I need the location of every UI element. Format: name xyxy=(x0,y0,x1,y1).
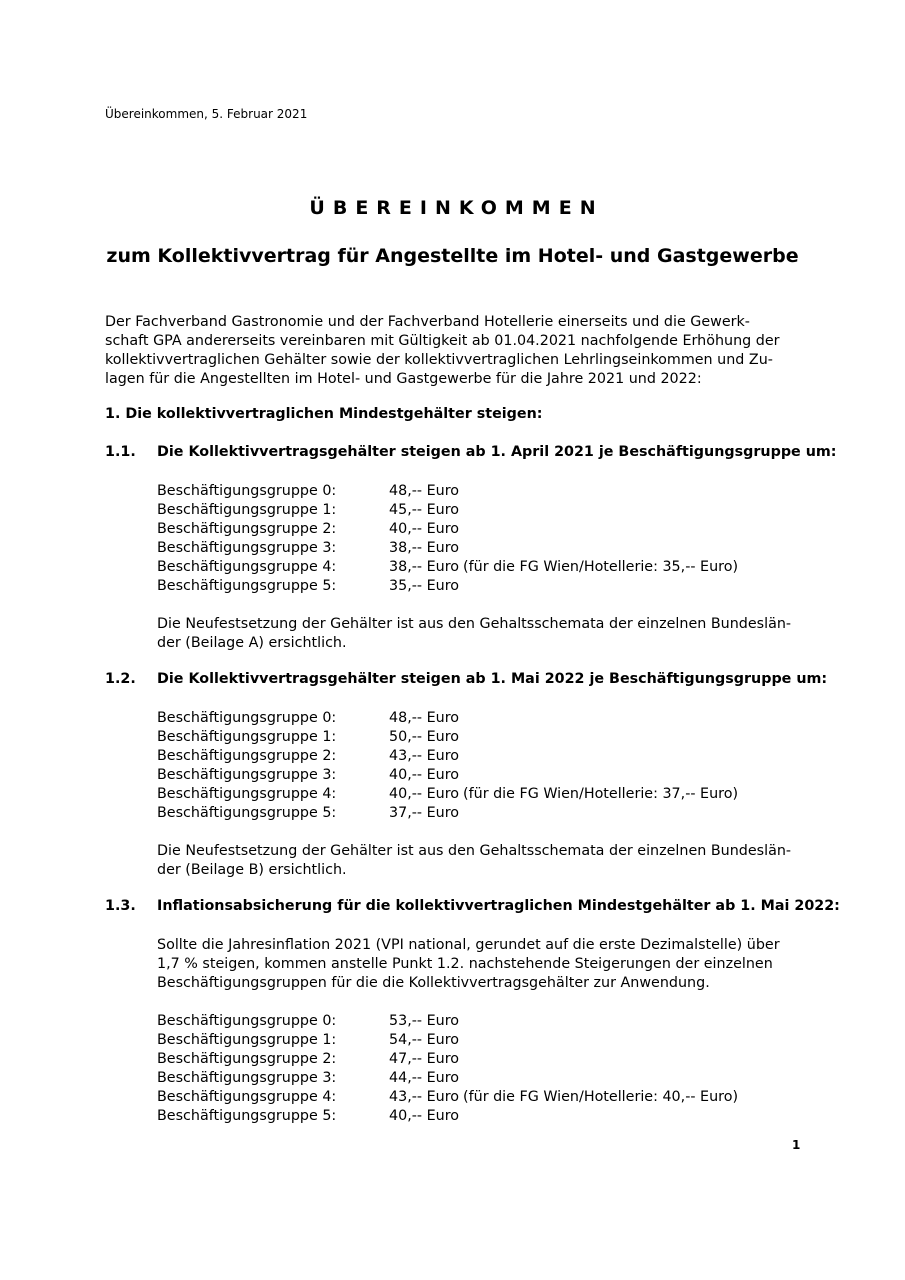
group-name: Beschäftigungsgruppe 5: xyxy=(157,805,337,821)
group-name: Beschäftigungsgruppe 1: xyxy=(157,502,337,518)
group-row xyxy=(157,558,738,577)
group-row xyxy=(157,747,738,766)
group-value: 40,-- Euro xyxy=(389,786,460,802)
section-title: Inflationsabsicherung für die kollektivvertraglichen Mindestgehälter ab 1. Mai 2022: xyxy=(157,898,840,914)
group-name: Beschäftigungsgruppe 5: xyxy=(157,578,337,594)
group-name: Beschäftigungsgruppe 3: xyxy=(157,540,337,556)
group-value: 47,-- Euro xyxy=(389,1051,460,1067)
section-1-1-note xyxy=(157,615,807,653)
group-name: Beschäftigungsgruppe 1: xyxy=(157,1032,337,1048)
group-note: (für die FG Wien/Hotellerie: 37,-- Euro) xyxy=(463,786,739,802)
group-row xyxy=(157,804,738,823)
section-heading-1: 1. Die kollektivvertraglichen Mindestgehälter steigen: xyxy=(105,406,543,422)
section-title: Die Kollektivvertragsgehälter steigen ab 1. Mai 2022 je Beschäftigungsgruppe um: xyxy=(157,671,828,687)
section-number: 1.1. xyxy=(105,444,136,460)
section-1-1-groups xyxy=(157,482,738,596)
intro-line: schaft GPA andererseits vereinbaren mit Gültigkeit ab 01.04.2021 nachfolgende Erhöhung der xyxy=(105,333,780,349)
group-name: Beschäftigungsgruppe 2: xyxy=(157,748,337,764)
group-row xyxy=(157,1050,738,1069)
group-name: Beschäftigungsgruppe 0: xyxy=(157,483,337,499)
group-value: 35,-- Euro xyxy=(389,578,460,594)
group-value: 37,-- Euro xyxy=(389,805,460,821)
intro-line: lagen für die Angestellten im Hotel- und Gastgewerbe für die Jahre 2021 und 2022: xyxy=(105,371,702,387)
group-row xyxy=(157,728,738,747)
group-name: Beschäftigungsgruppe 4: xyxy=(157,1089,337,1105)
group-value: 40,-- Euro xyxy=(389,521,460,537)
group-name: Beschäftigungsgruppe 1: xyxy=(157,729,337,745)
group-name: Beschäftigungsgruppe 2: xyxy=(157,521,337,537)
paragraph-line: Beschäftigungsgruppen für die die Kollektivvertragsgehälter zur Anwendung. xyxy=(157,975,710,991)
group-name: Beschäftigungsgruppe 0: xyxy=(157,710,337,726)
group-name: Beschäftigungsgruppe 3: xyxy=(157,767,337,783)
group-row xyxy=(157,785,738,804)
group-row xyxy=(157,709,738,728)
section-1-3-heading xyxy=(105,898,840,914)
group-row xyxy=(157,1107,738,1126)
group-name: Beschäftigungsgruppe 4: xyxy=(157,559,337,575)
section-number: 1.2. xyxy=(105,671,136,687)
note-line: Die Neufestsetzung der Gehälter ist aus den Gehaltsschemata der einzelnen Bundeslän- xyxy=(157,616,792,632)
group-note: (für die FG Wien/Hotellerie: 40,-- Euro) xyxy=(463,1089,739,1105)
group-value: 48,-- Euro xyxy=(389,710,460,726)
section-1-3-groups xyxy=(157,1012,738,1126)
section-title: Die Kollektivvertragsgehälter steigen ab 1. April 2021 je Beschäftigungsgruppe um: xyxy=(157,444,837,460)
section-1-2-note xyxy=(157,842,807,880)
group-row xyxy=(157,1088,738,1107)
group-name: Beschäftigungsgruppe 2: xyxy=(157,1051,337,1067)
group-value: 50,-- Euro xyxy=(389,729,460,745)
document-header: Übereinkommen, 5. Februar 2021 xyxy=(105,107,308,121)
note-line: der (Beilage B) ersichtlich. xyxy=(157,862,347,878)
paragraph-line: 1,7 % steigen, kommen anstelle Punkt 1.2. nachstehende Steigerungen der einzelnen xyxy=(157,956,773,972)
group-row xyxy=(157,520,738,539)
group-row xyxy=(157,1069,738,1088)
group-value: 43,-- Euro xyxy=(389,1089,460,1105)
note-line: Die Neufestsetzung der Gehälter ist aus den Gehaltsschemata der einzelnen Bundeslän- xyxy=(157,843,792,859)
section-1-2-heading xyxy=(105,671,827,687)
group-value: 44,-- Euro xyxy=(389,1070,460,1086)
group-row xyxy=(157,539,738,558)
group-value: 53,-- Euro xyxy=(389,1013,460,1029)
section-1-1-heading xyxy=(105,444,837,460)
group-value: 43,-- Euro xyxy=(389,748,460,764)
section-1-2-groups xyxy=(157,709,738,823)
group-value: 40,-- Euro xyxy=(389,1108,460,1124)
group-note: (für die FG Wien/Hotellerie: 35,-- Euro) xyxy=(463,559,739,575)
document-title: ÜBEREINKOMMEN xyxy=(309,197,604,219)
group-row xyxy=(157,482,738,501)
page-number: 1 xyxy=(792,1138,801,1152)
group-value: 38,-- Euro xyxy=(389,540,460,556)
group-row xyxy=(157,577,738,596)
group-value: 45,-- Euro xyxy=(389,502,460,518)
group-row xyxy=(157,1031,738,1050)
intro-paragraph xyxy=(105,313,805,389)
group-name: Beschäftigungsgruppe 5: xyxy=(157,1108,337,1124)
group-name: Beschäftigungsgruppe 0: xyxy=(157,1013,337,1029)
intro-line: kollektivvertraglichen Gehälter sowie der kollektivvertraglichen Lehrlingseinkommen und Zu- xyxy=(105,352,773,368)
group-name: Beschäftigungsgruppe 4: xyxy=(157,786,337,802)
group-row xyxy=(157,1012,738,1031)
intro-line: Der Fachverband Gastronomie und der Fachverband Hotellerie einerseits und die Gewerk- xyxy=(105,314,750,330)
document-subtitle: zum Kollektivvertrag für Angestellte im Hotel- und Gastgewerbe xyxy=(106,245,799,267)
group-value: 38,-- Euro xyxy=(389,559,460,575)
section-number: 1.3. xyxy=(105,898,136,914)
group-name: Beschäftigungsgruppe 3: xyxy=(157,1070,337,1086)
group-value: 40,-- Euro xyxy=(389,767,460,783)
group-value: 54,-- Euro xyxy=(389,1032,460,1048)
group-row xyxy=(157,501,738,520)
paragraph-line: Sollte die Jahresinflation 2021 (VPI national, gerundet auf die erste Dezimalstelle) über xyxy=(157,937,780,953)
note-line: der (Beilage A) ersichtlich. xyxy=(157,635,347,651)
group-row xyxy=(157,766,738,785)
group-value: 48,-- Euro xyxy=(389,483,460,499)
section-1-3-intro xyxy=(157,936,807,993)
